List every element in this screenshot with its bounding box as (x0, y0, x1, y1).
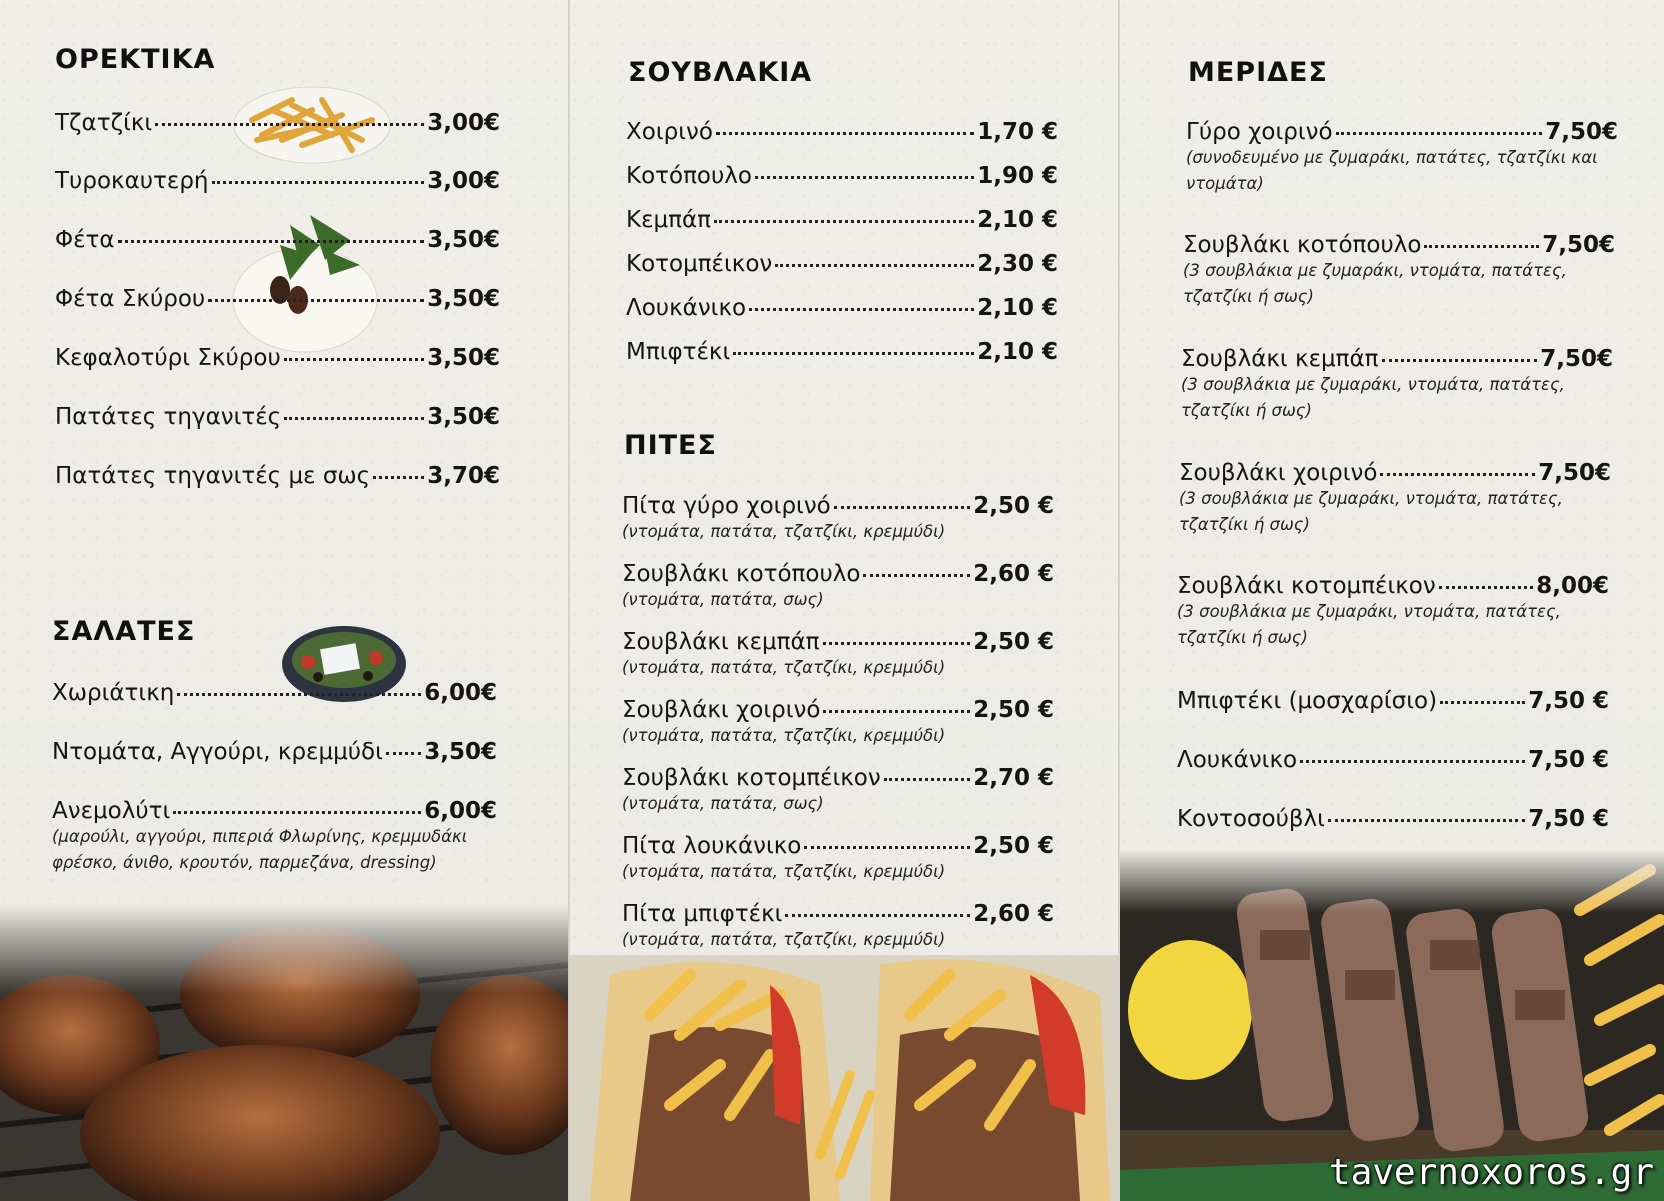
menu-item (55, 463, 500, 497)
item-name: Πατάτες τηγανιτές με σως (55, 463, 371, 489)
item-name: Πίτα μπιφτέκι (622, 901, 783, 927)
menu-item (622, 765, 1054, 821)
item-name: Σουβλάκι κοτομπέικον (1177, 573, 1436, 599)
leader-dots (1328, 819, 1525, 822)
item-name: Τζατζίκι (55, 110, 153, 136)
item-description: (3 σουβλάκια με ζυμαράκι, ντομάτα, πατάτες, τζατζίκι ή σως) (1179, 489, 1563, 534)
menu-item (626, 207, 1058, 241)
menu-item (1183, 232, 1615, 314)
item-price: 2,70 € (973, 765, 1054, 791)
item-description: (ντομάτα, πατάτα, τζατζίκι, κρεμμύδι) (622, 862, 946, 881)
item-price: 2,50 € (973, 493, 1054, 519)
item-price: 7,50€ (1545, 119, 1618, 145)
item-name: Σουβλάκι κοτομπέικον (622, 765, 881, 791)
menu-item (55, 168, 500, 202)
item-name: Πίτα λουκάνικο (622, 833, 802, 859)
leader-dots (733, 352, 974, 355)
item-description: (ντομάτα, πατάτα, σως) (622, 590, 824, 609)
item-name: Γύρο χοιρινό (1186, 119, 1333, 145)
item-name: Φέτα (55, 227, 115, 253)
item-price: 3,00€ (427, 110, 500, 136)
item-description: (ντομάτα, πατάτα, τζατζίκι, κρεμμύδι) (622, 658, 946, 677)
leader-dots (749, 308, 974, 311)
item-price: 3,50€ (424, 739, 497, 765)
item-name: Σουβλάκι χοιρινό (1179, 460, 1378, 486)
leader-dots (714, 220, 974, 223)
item-description: (3 σουβλάκια με ζυμαράκι, ντομάτα, πατάτες, τζατζίκι ή σως) (1183, 261, 1567, 306)
menu-item (55, 110, 500, 144)
item-price: 7,50€ (1540, 346, 1613, 372)
leader-dots (373, 476, 424, 479)
section-title-pites: ΠΙΤΕΣ (624, 430, 717, 461)
menu-item (1186, 119, 1618, 201)
item-name: Κοτομπέικον (626, 251, 773, 277)
leader-dots (823, 710, 970, 713)
item-price: 2,60 € (973, 901, 1054, 927)
menu-item (55, 345, 500, 379)
leader-dots (785, 914, 970, 917)
item-name: Ντομάτα, Αγγούρι, κρεμμύδι (52, 739, 383, 765)
leader-dots (863, 574, 970, 577)
leader-dots (804, 846, 970, 849)
item-name: Λουκάνικο (626, 295, 747, 321)
item-name: Σουβλάκι χοιρινό (622, 697, 821, 723)
gyro-pitas-photo (570, 955, 1118, 1201)
leader-dots (177, 693, 421, 696)
menu-item (1177, 573, 1609, 655)
leader-dots (1440, 701, 1525, 704)
item-name: Πίτα γύρο χοιρινό (622, 493, 831, 519)
leader-dots (284, 358, 424, 361)
leader-dots (755, 176, 974, 179)
item-price: 3,50€ (427, 404, 500, 430)
item-price: 2,30 € (977, 251, 1058, 277)
item-price: 3,50€ (427, 345, 500, 371)
section-title-merides: ΜΕΡΙΔΕΣ (1188, 57, 1328, 88)
item-price: 6,00€ (424, 680, 497, 706)
watermark: tavernoxoros.gr (1328, 1152, 1654, 1193)
menu-item (55, 227, 500, 261)
souvlaki-skewers-photo (1120, 850, 1664, 1201)
menu-item (1181, 346, 1613, 428)
item-price: 2,50 € (973, 629, 1054, 655)
item-price: 2,10 € (977, 207, 1058, 233)
leader-dots (823, 642, 971, 645)
leader-dots (212, 181, 425, 184)
menu-item (626, 339, 1058, 373)
item-name: Πατάτες τηγανιτές (55, 404, 282, 430)
item-name: Σουβλάκι κοτόπουλο (1183, 232, 1422, 258)
item-name: Σουβλάκι κεμπάπ (622, 629, 820, 655)
leader-dots (834, 506, 970, 509)
item-price: 1,70 € (977, 119, 1058, 145)
item-name: Χωριάτικη (52, 680, 175, 706)
item-description: (ντομάτα, πατάτα, σως) (622, 794, 824, 813)
leader-dots (884, 778, 971, 781)
item-description: (μαρούλι, αγγούρι, πιπεριά Φλωρίνης, κρεμμυδάκι φρέσκο, άνιθο, κρουτόν, παρμεζάνα, dressing) (52, 827, 468, 872)
item-price: 6,00€ (424, 798, 497, 824)
item-name: Ανεμολύτι (52, 798, 171, 824)
menu-item (52, 798, 497, 878)
menu-panel-center (570, 0, 1118, 1201)
item-name: Μπιφτέκι (μοσχαρίσιο) (1177, 688, 1438, 714)
leader-dots (1380, 473, 1535, 476)
item-price: 3,50€ (427, 227, 500, 253)
item-name: Κεμπάπ (626, 207, 712, 233)
item-name: Φέτα Σκύρου (55, 286, 206, 312)
grilled-chicken-photo (0, 905, 568, 1201)
leader-dots (284, 417, 424, 420)
item-description: (ντομάτα, πατάτα, τζατζίκι, κρεμμύδι) (622, 930, 946, 949)
section-title-orektika: ΟΡΕΚΤΙΚΑ (55, 44, 216, 75)
item-description: (ντομάτα, πατάτα, τζατζίκι, κρεμμύδι) (622, 522, 946, 541)
item-price: 7,50 € (1528, 688, 1609, 714)
item-price: 2,60 € (973, 561, 1054, 587)
leader-dots (386, 752, 421, 755)
item-name: Κεφαλοτύρι Σκύρου (55, 345, 281, 371)
item-name: Σουβλάκι κοτόπουλο (622, 561, 861, 587)
menu-item (622, 629, 1054, 685)
item-price: 7,50€ (1538, 460, 1611, 486)
menu-item (622, 901, 1054, 957)
item-name: Μπιφτέκι (626, 339, 731, 365)
item-price: 3,50€ (427, 286, 500, 312)
section-title-salates: ΣΑΛΑΤΕΣ (52, 616, 196, 647)
section-title-souvlakia: ΣΟΥΒΛΑΚΙΑ (628, 57, 813, 88)
menu-item (1177, 688, 1609, 722)
menu-item (52, 680, 497, 714)
menu-item (626, 251, 1058, 285)
menu-item (1179, 460, 1611, 542)
leader-dots (118, 240, 425, 243)
menu-item (622, 833, 1054, 889)
menu-item (55, 286, 500, 320)
leader-dots (1300, 760, 1525, 763)
item-name: Λουκάνικο (1177, 747, 1298, 773)
leader-dots (173, 811, 421, 814)
leader-dots (775, 264, 974, 267)
menu-item (622, 561, 1054, 617)
item-name: Χοιρινό (626, 119, 713, 145)
menu-item (1177, 806, 1609, 840)
item-price: 2,10 € (977, 295, 1058, 321)
leader-dots (1424, 245, 1539, 248)
menu-item (52, 739, 497, 773)
item-price: 3,00€ (427, 168, 500, 194)
leader-dots (1382, 359, 1538, 362)
item-description: (ντομάτα, πατάτα, τζατζίκι, κρεμμύδι) (622, 726, 946, 745)
leader-dots (1439, 586, 1534, 589)
item-name: Κοτόπουλο (626, 163, 752, 189)
menu-item (626, 163, 1058, 197)
menu-item (1177, 747, 1609, 781)
item-description: (συνοδευμένο με ζυμαράκι, πατάτες, τζατζίκι και ντομάτα) (1186, 148, 1598, 193)
item-price: 2,50 € (973, 697, 1054, 723)
item-description: (3 σουβλάκια με ζυμαράκι, ντομάτα, πατάτες, τζατζίκι ή σως) (1177, 602, 1561, 647)
menu-item (626, 119, 1058, 153)
menu-item (622, 493, 1054, 549)
menu-item (622, 697, 1054, 753)
item-price: 8,00€ (1536, 573, 1609, 599)
item-price: 1,90 € (977, 163, 1058, 189)
item-price: 2,10 € (977, 339, 1058, 365)
item-name: Κοντοσούβλι (1177, 806, 1325, 832)
menu-panel-left (0, 0, 568, 1201)
item-name: Σουβλάκι κεμπάπ (1181, 346, 1379, 372)
item-price: 7,50€ (1542, 232, 1615, 258)
item-price: 2,50 € (973, 833, 1054, 859)
item-name: Τυροκαυτερή (55, 168, 209, 194)
leader-dots (155, 123, 424, 126)
menu-item (55, 404, 500, 438)
item-price: 3,70€ (427, 463, 500, 489)
menu-item (626, 295, 1058, 329)
menu-panel-right (1120, 0, 1664, 1201)
item-description: (3 σουβλάκια με ζυμαράκι, ντομάτα, πατάτες, τζατζίκι ή σως) (1181, 375, 1565, 420)
item-price: 7,50 € (1528, 806, 1609, 832)
item-price: 7,50 € (1528, 747, 1609, 773)
leader-dots (716, 132, 974, 135)
leader-dots (1336, 132, 1543, 135)
leader-dots (208, 299, 424, 302)
